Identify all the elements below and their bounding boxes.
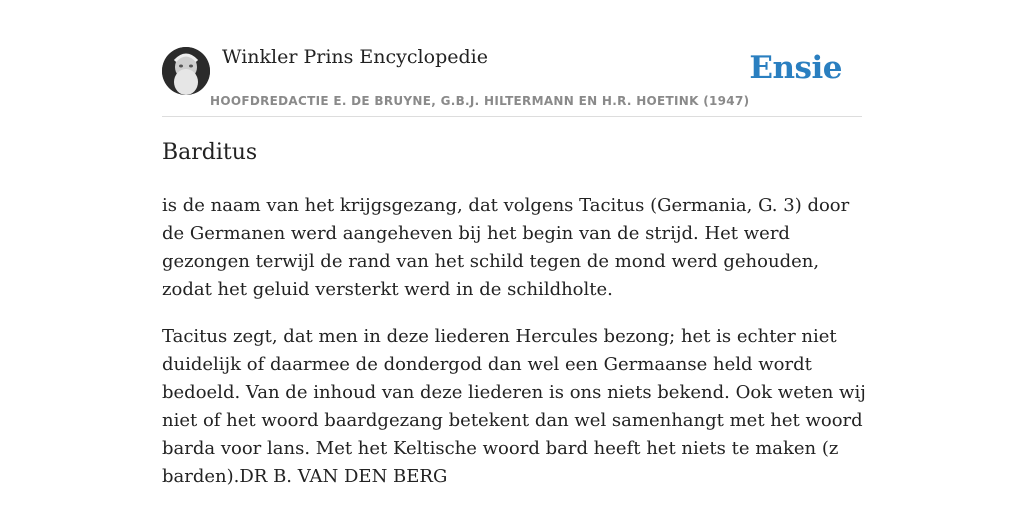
article-paragraph-2: Tacitus zegt, dat men in deze liederen Hercules bezong; het is echter niet duidelijk of daarmee de dondergod dan wel een Germaanse held wordt bedoeld. Van de inhoud van deze liederen is ons niets bekend. Ook weten wij niet of het woord baardgezang betekent dan wel samenhangt met het woord barda voor lans. Met het Keltische woord bard heeft het niets te maken (z barden).DR B. VAN DEN BERG [162, 326, 866, 487]
editors-line: HOOFDREDACTIE E. DE BRUYNE, G.B.J. HILTERMANN EN H.R. HOETINK (1947) [210, 94, 750, 108]
source-header [162, 40, 862, 117]
article-paragraph-1: is de naam van het krijgsgezang, dat volgens Tacitus (Germania, G. 3) door de Germanen werd aangeheven bij het begin van de strijd. Het werd gezongen terwijl de rand van het schild tegen de mond werd gehouden, zodat het geluid versterkt werd in de schildholte. [162, 195, 850, 300]
source-title[interactable]: Winkler Prins Encyclopedie [222, 46, 488, 68]
author-avatar [162, 47, 210, 95]
article-title: Barditus [162, 140, 258, 165]
ensie-logo[interactable]: Ensie [749, 50, 842, 86]
